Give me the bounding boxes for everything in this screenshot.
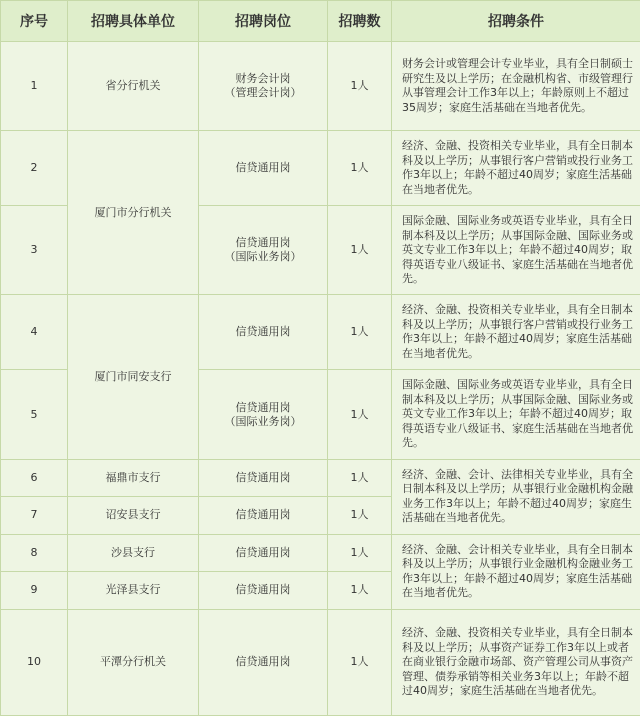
row-post: 信贷通用岗 <box>199 459 328 496</box>
row-count: 1人 <box>328 42 392 131</box>
row-requirements: 经济、金融、投资相关专业毕业，具有全日制本科及以上学历；从事银行客户营销或投行业务工作3年以上；年龄不超过40周岁；家庭生活基础在当地者优先。 <box>392 131 640 206</box>
row-requirements: 经济、金融、会计、法律相关专业毕业，具有全日制本科及以上学历；从事银行业金融机构金融业务工作3年以上；年龄不超过40周岁；家庭生活基础在当地者优先。 <box>392 459 640 534</box>
row-unit: 光泽县支行 <box>68 571 199 609</box>
table-row <box>1 459 640 496</box>
row-requirements: 经济、金融、会计相关专业毕业，具有全日制本科及以上学历；从事银行业金融机构金融业务工作3年以上；年龄不超过40周岁；家庭生活基础在当地者优先。 <box>392 534 640 609</box>
row-requirements: 经济、金融、投资相关专业毕业，具有全日制本科及以上学历；从事资产证券工作3年以上或者在商业银行金融市场部、资产管理公司从事资产管理、债券承销等相关业务3年以上；年龄不超过40周岁；家庭生活基础在当地者优先。 <box>392 609 640 715</box>
header-requirements: 招聘条件 <box>392 1 640 42</box>
table-row <box>1 42 640 131</box>
row-unit: 诏安县支行 <box>68 496 199 534</box>
post-subtitle: （国际业务岗） <box>224 414 302 428</box>
row-requirements: 国际金融、国际业务或英语专业毕业，具有全日制本科及以上学历；从事国际金融、国际业务或英文专业工作3年以上；年龄不超过40周岁；取得英语专业八级证书、家庭生活基础在当地者优先。 <box>392 370 640 459</box>
post-subtitle: （管理会计岗） <box>224 86 302 100</box>
row-count: 1人 <box>328 295 392 370</box>
table-row <box>1 534 640 571</box>
row-unit: 厦门市同安支行 <box>68 295 199 459</box>
row-post: 信贷通用岗 <box>199 609 328 715</box>
post-subtitle: （国际业务岗） <box>224 250 302 264</box>
row-post: 信贷通用岗 <box>199 131 328 206</box>
header-post: 招聘岗位 <box>199 1 328 42</box>
row-count: 1人 <box>328 206 392 295</box>
row-unit: 省分行机关 <box>68 42 199 131</box>
row-count: 1人 <box>328 571 392 609</box>
row-seq: 7 <box>1 496 68 534</box>
table-row <box>1 131 640 206</box>
row-count: 1人 <box>328 459 392 496</box>
row-post <box>199 370 328 459</box>
row-seq: 8 <box>1 534 68 571</box>
post-title: 信贷通用岗 <box>235 236 291 250</box>
row-post: 信贷通用岗 <box>199 534 328 571</box>
row-post: 信贷通用岗 <box>199 295 328 370</box>
row-count: 1人 <box>328 496 392 534</box>
row-count: 1人 <box>328 370 392 459</box>
row-count: 1人 <box>328 534 392 571</box>
post-title: 信贷通用岗 <box>235 400 291 414</box>
row-unit: 平潭分行机关 <box>68 609 199 715</box>
row-requirements: 经济、金融、投资相关专业毕业，具有全日制本科及以上学历；从事银行客户营销或投行业务工作3年以上；年龄不超过40周岁；家庭生活基础在当地者优先。 <box>392 295 640 370</box>
row-unit: 厦门市分行机关 <box>68 131 199 295</box>
row-seq: 2 <box>1 131 68 206</box>
header-unit: 招聘具体单位 <box>68 1 199 42</box>
row-count: 1人 <box>328 131 392 206</box>
row-seq: 3 <box>1 206 68 295</box>
row-post <box>199 206 328 295</box>
header-row <box>1 1 640 42</box>
header-seq: 序号 <box>1 1 68 42</box>
header-count: 招聘数 <box>328 1 392 42</box>
row-seq: 10 <box>1 609 68 715</box>
row-post <box>199 42 328 131</box>
row-seq: 4 <box>1 295 68 370</box>
row-requirements: 国际金融、国际业务或英语专业毕业，具有全日制本科及以上学历；从事国际金融、国际业务或英文专业工作3年以上；年龄不超过40周岁；取得英语专业八级证书、家庭生活基础在当地者优先。 <box>392 206 640 295</box>
row-count: 1人 <box>328 609 392 715</box>
row-unit: 福鼎市支行 <box>68 459 199 496</box>
row-seq: 9 <box>1 571 68 609</box>
row-unit: 沙县支行 <box>68 534 199 571</box>
row-seq: 5 <box>1 370 68 459</box>
row-post: 信贷通用岗 <box>199 571 328 609</box>
row-post: 信贷通用岗 <box>199 496 328 534</box>
row-seq: 1 <box>1 42 68 131</box>
row-requirements: 财务会计或管理会计专业毕业，具有全日制硕士研究生及以上学历；在金融机构省、市级管理行从事管理会计工作3年以上；年龄原则上不超过35周岁；家庭生活基础在当地者优先。 <box>392 42 640 131</box>
row-seq: 6 <box>1 459 68 496</box>
post-title: 财务会计岗 <box>235 72 291 86</box>
table-row <box>1 609 640 715</box>
table-row <box>1 295 640 370</box>
